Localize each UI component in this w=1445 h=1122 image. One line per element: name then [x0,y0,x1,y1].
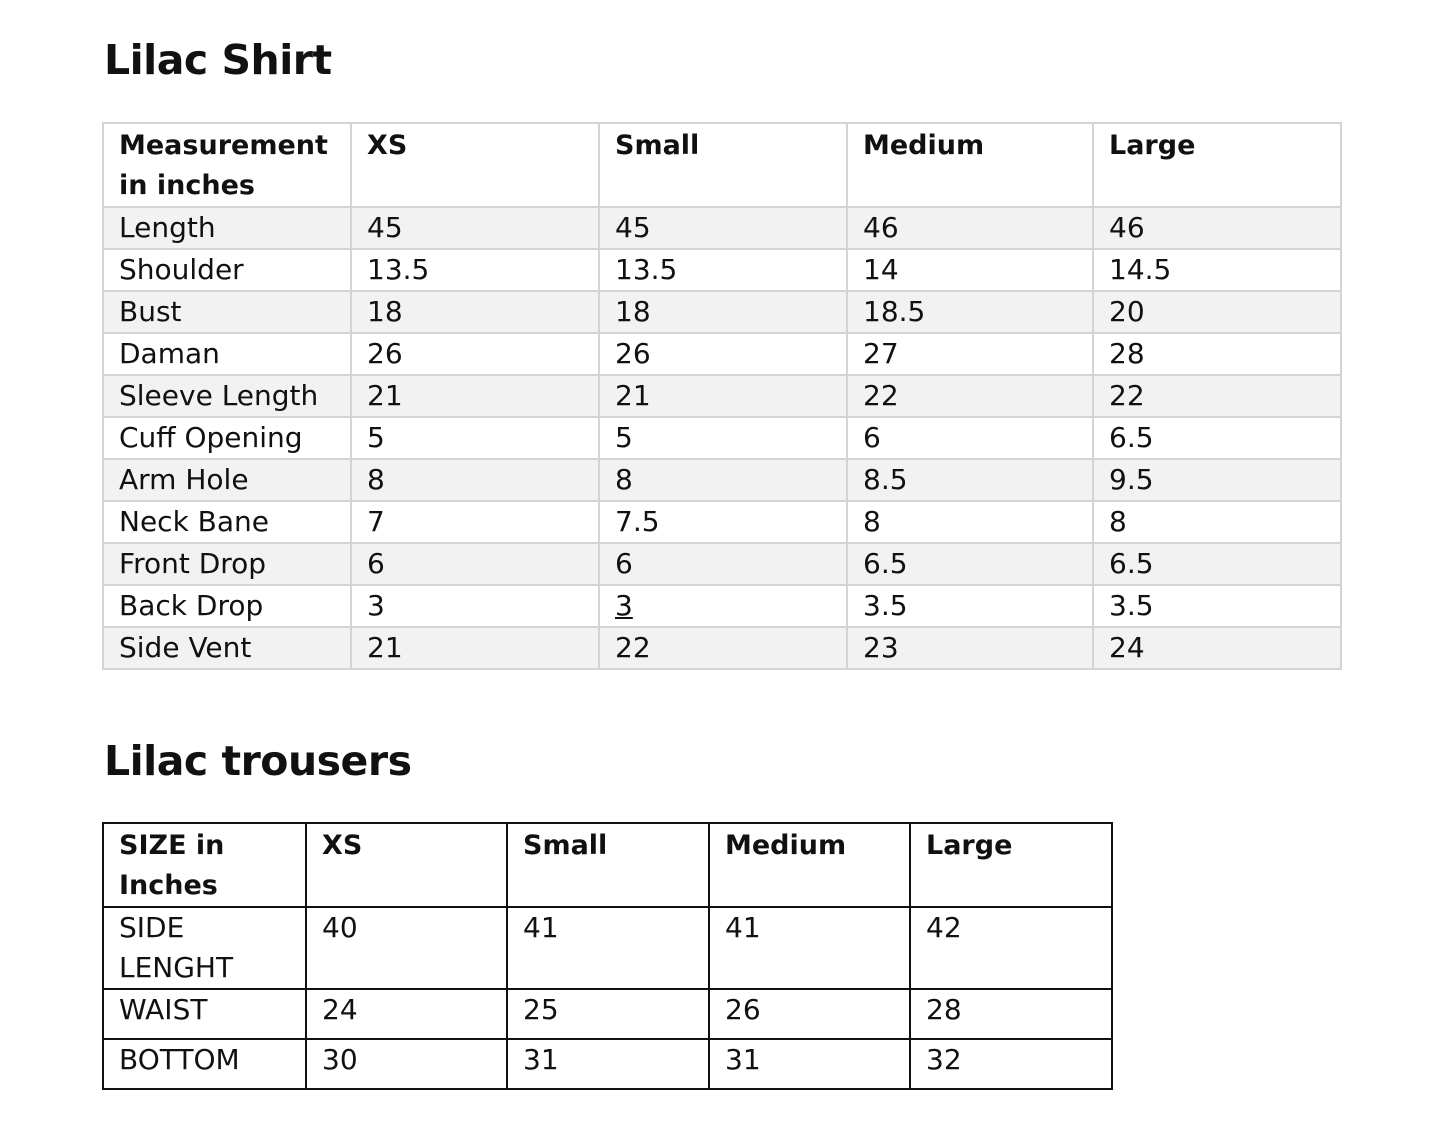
row-label: BOTTOM [103,1039,306,1089]
column-header: SIZE in Inches [103,823,306,907]
table-cell: 24 [306,989,507,1039]
table-row [103,585,1341,627]
row-label: WAIST [103,989,306,1039]
table-cell: 9.5 [1093,459,1341,501]
trousers-title: Lilac trousers [104,737,412,785]
table-cell: 14.5 [1093,249,1341,291]
shirt-title: Lilac Shirt [104,36,332,84]
column-header: Small [599,123,847,207]
row-label: SIDE LENGHT [103,907,306,989]
table-row [103,207,1341,249]
table-cell: 7.5 [599,501,847,543]
table-row [103,907,1112,989]
table-cell: 13.5 [351,249,599,291]
row-label: Arm Hole [103,459,351,501]
table-cell: 22 [1093,375,1341,417]
table-cell: 20 [1093,291,1341,333]
table-cell: 24 [1093,627,1341,669]
table-row [103,627,1341,669]
table-row [103,291,1341,333]
row-label: Back Drop [103,585,351,627]
table-cell: 8 [599,459,847,501]
row-label: Sleeve Length [103,375,351,417]
table-cell: 21 [351,627,599,669]
table-cell: 21 [351,375,599,417]
table-cell: 22 [847,375,1093,417]
row-label: Daman [103,333,351,375]
row-label: Side Vent [103,627,351,669]
table-cell: 41 [507,907,709,989]
table-cell: 31 [507,1039,709,1089]
table-cell: 3.5 [847,585,1093,627]
table-cell: 45 [599,207,847,249]
table-cell: 8 [1093,501,1341,543]
table-cell: 23 [847,627,1093,669]
table-row [103,249,1341,291]
table-cell: 28 [910,989,1112,1039]
table-cell: 8 [847,501,1093,543]
table-cell: 5 [351,417,599,459]
table-cell: 41 [709,907,910,989]
row-label: Length [103,207,351,249]
table-cell: 18.5 [847,291,1093,333]
trousers-size-table [102,822,1113,1090]
table-cell: 8 [351,459,599,501]
row-label: Front Drop [103,543,351,585]
table-cell: 18 [351,291,599,333]
table-cell: 26 [351,333,599,375]
table-cell: 6.5 [1093,417,1341,459]
row-label: Neck Bane [103,501,351,543]
table-row [103,333,1341,375]
row-label: Bust [103,291,351,333]
table-cell: 32 [910,1039,1112,1089]
shirt-size-table [102,122,1342,670]
table-cell: 42 [910,907,1112,989]
table-cell: 46 [1093,207,1341,249]
table-cell: 26 [599,333,847,375]
table-cell: 13.5 [599,249,847,291]
column-header: Measurement in inches [103,123,351,207]
table-cell: 8.5 [847,459,1093,501]
table-cell: 3.5 [1093,585,1341,627]
table-cell: 45 [351,207,599,249]
table-cell: 3 [599,585,847,627]
table-cell: 6.5 [1093,543,1341,585]
table-header-row [103,123,1341,207]
table-cell: 6 [847,417,1093,459]
table-row [103,989,1112,1039]
table-row [103,543,1341,585]
table-cell: 27 [847,333,1093,375]
table-header-row [103,823,1112,907]
table-row [103,501,1341,543]
column-header: Medium [847,123,1093,207]
column-header: Medium [709,823,910,907]
table-cell: 18 [599,291,847,333]
table-cell: 26 [709,989,910,1039]
table-cell: 6 [599,543,847,585]
table-cell: 30 [306,1039,507,1089]
table-cell: 5 [599,417,847,459]
table-row [103,375,1341,417]
table-cell: 28 [1093,333,1341,375]
column-header: Large [910,823,1112,907]
table-row [103,417,1341,459]
table-cell: 3 [351,585,599,627]
table-row [103,1039,1112,1089]
column-header: XS [306,823,507,907]
row-label: Cuff Opening [103,417,351,459]
table-cell: 21 [599,375,847,417]
column-header: XS [351,123,599,207]
table-cell: 22 [599,627,847,669]
table-cell: 6.5 [847,543,1093,585]
table-cell: 25 [507,989,709,1039]
table-cell: 46 [847,207,1093,249]
table-cell: 7 [351,501,599,543]
table-row [103,459,1341,501]
row-label: Shoulder [103,249,351,291]
column-header: Small [507,823,709,907]
table-cell: 14 [847,249,1093,291]
column-header: Large [1093,123,1341,207]
table-cell: 6 [351,543,599,585]
table-cell: 40 [306,907,507,989]
table-cell: 31 [709,1039,910,1089]
